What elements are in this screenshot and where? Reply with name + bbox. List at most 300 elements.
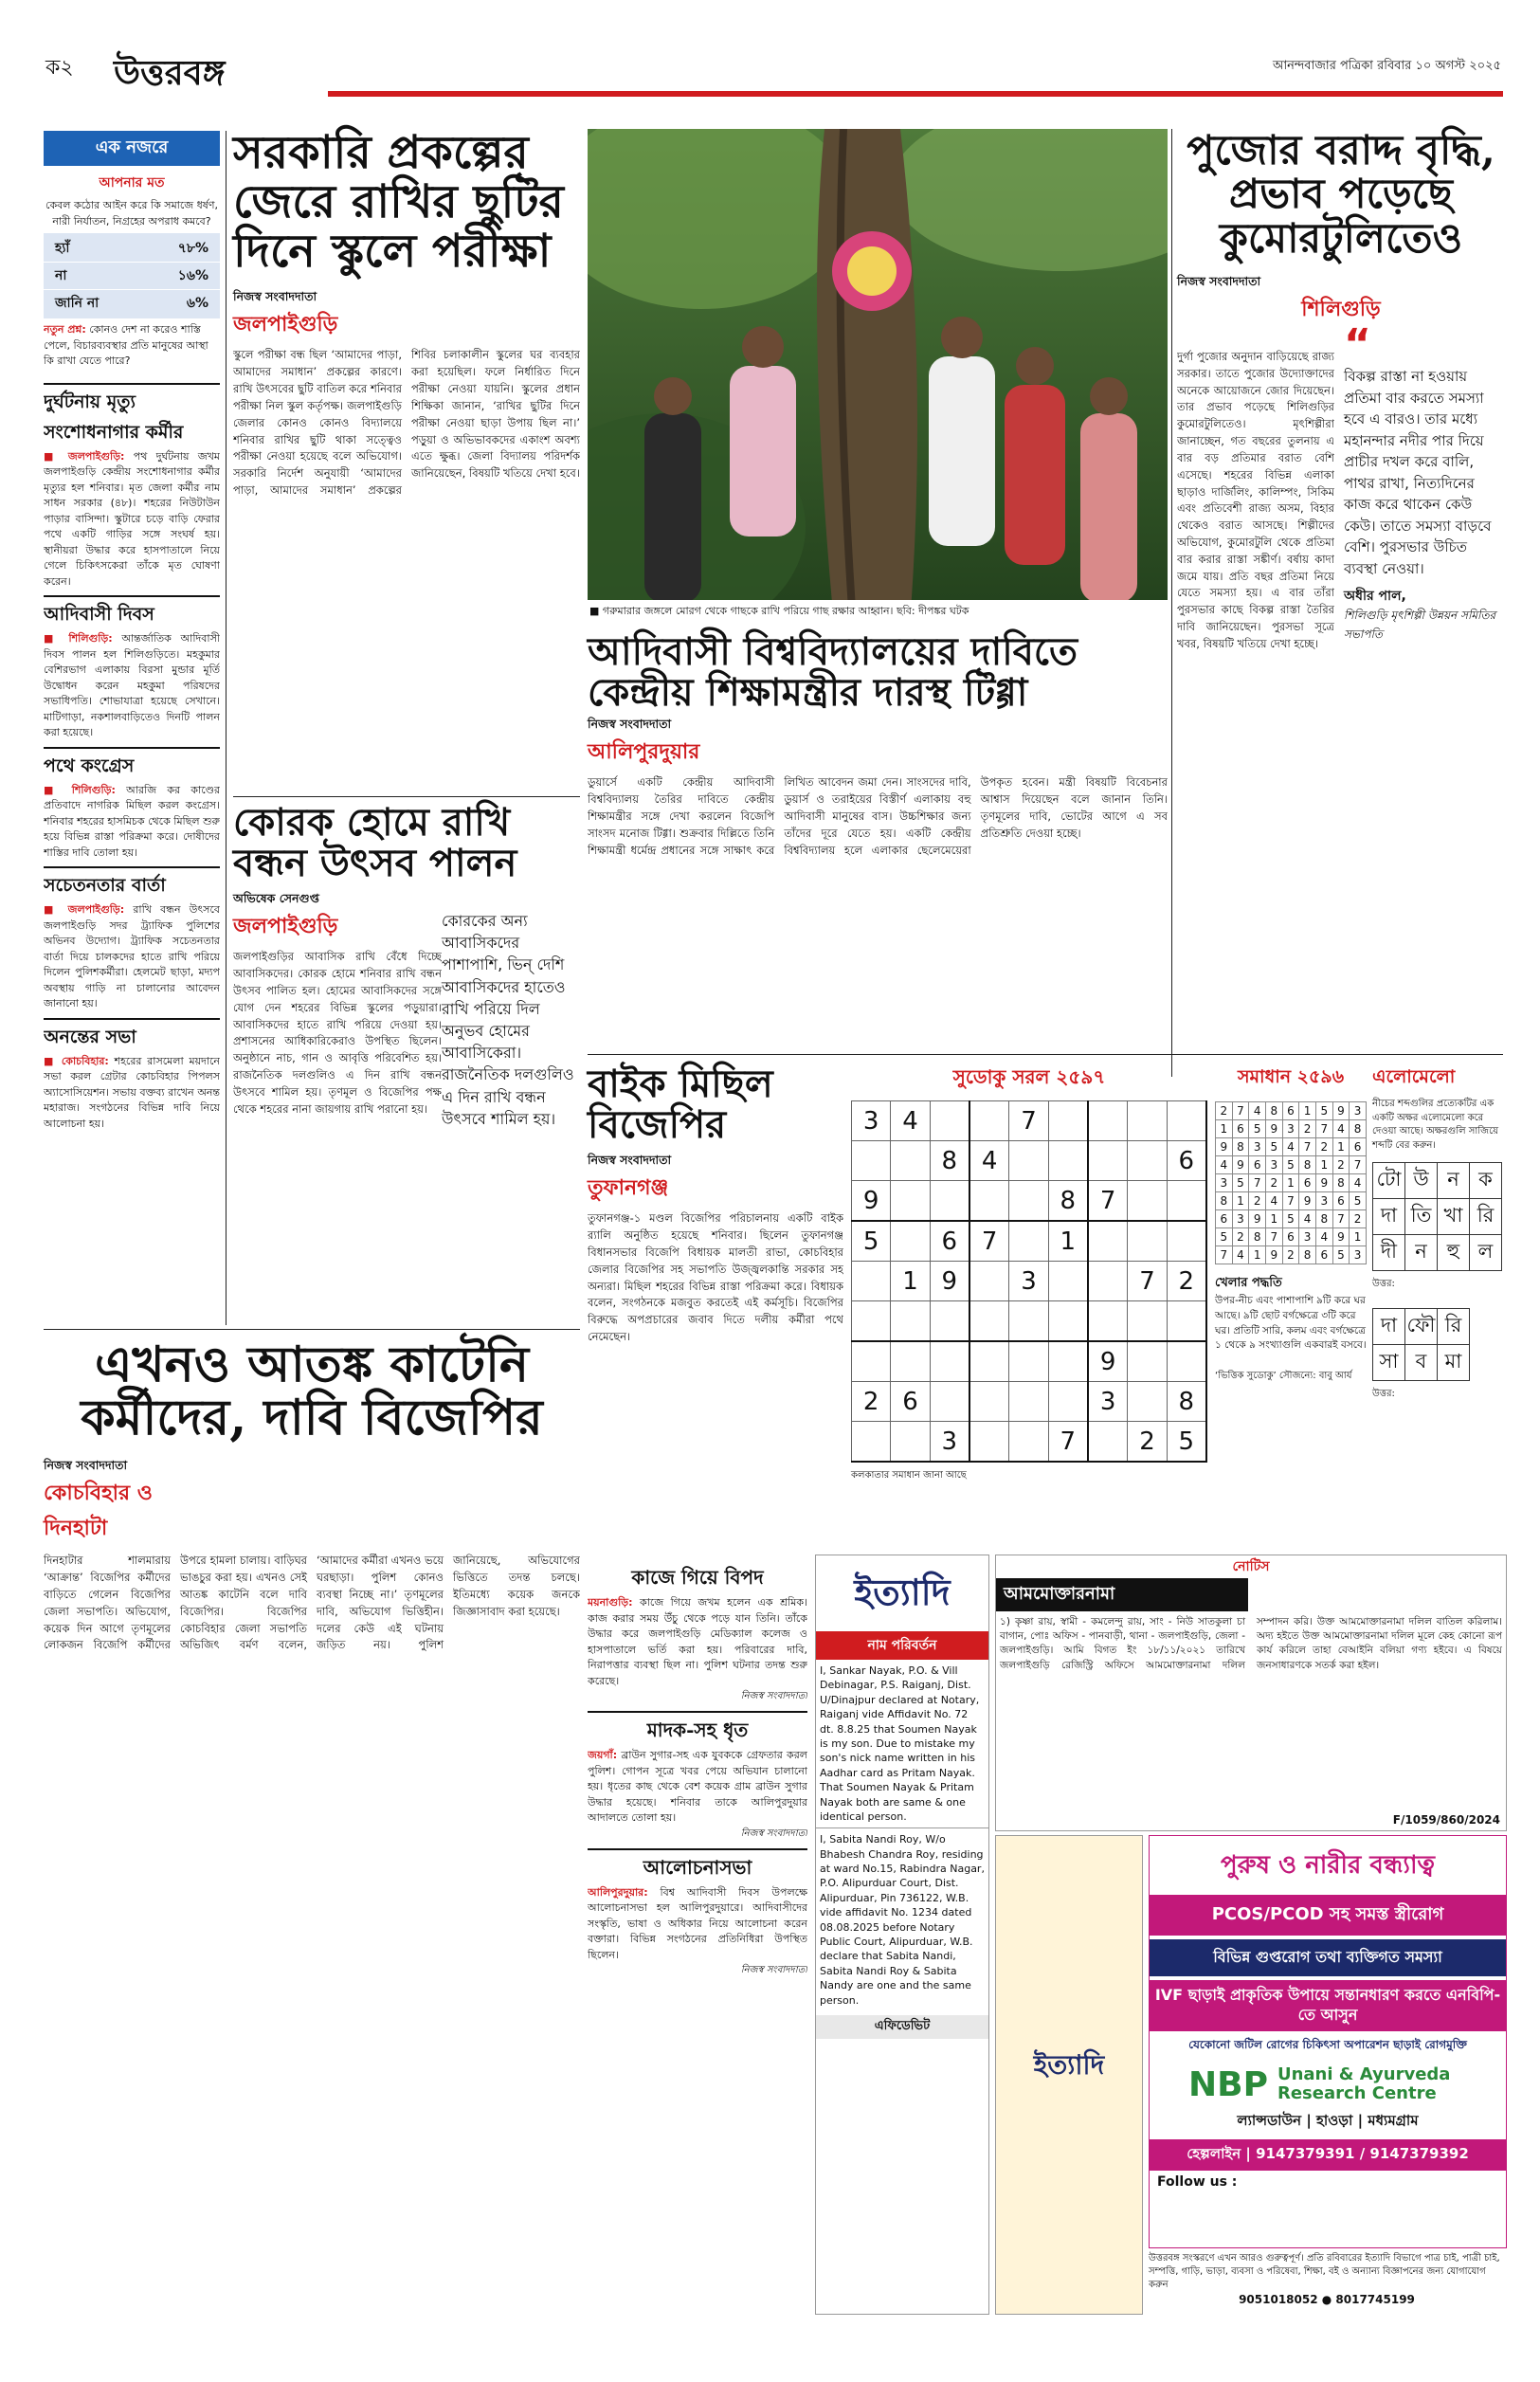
poll-title: আপনার মত <box>99 175 165 191</box>
sudoku-cell <box>1128 1301 1167 1342</box>
brief-heading: মাদক-সহ ধৃত <box>588 1711 807 1748</box>
answer-line: উত্তর: <box>1372 1389 1395 1399</box>
section-rule <box>44 1329 580 1330</box>
forest-photo-illustration <box>588 129 1168 624</box>
brief-credit: নিজস্ব সংবাদদাতা <box>740 1691 807 1701</box>
sudoku-cell: 4 <box>891 1101 930 1141</box>
solution-cell: 4 <box>1265 1192 1282 1210</box>
new-question: নতুন প্রশ্ন: কোনও দেশ না করেও শাস্তি পেলে, বিচারব্যবস্থার প্রতি মানুষের আস্থা কি রাখা যেতে পারে? <box>44 323 208 367</box>
dateline: আলিপুরদুয়ার <box>588 739 700 765</box>
column-rule <box>1171 129 1172 1077</box>
brief-text: ■ কোচবিহার: শহরের রাসমেলা ময়দানে সভা করল গ্রেটার কোচবিহার পিপলস অ্যাসোসিয়েশন। সভায় বক্তব্য রাখেন অনন্ত মহারাজ। সংগঠনের বিভিন্ন দাবি নিয়ে আলোচনা হয়। <box>44 1054 220 1130</box>
solution-cell: 2 <box>1282 1246 1299 1264</box>
solution-cell: 7 <box>1299 1138 1316 1156</box>
solution-cell: 2 <box>1299 1120 1316 1138</box>
brief-text: ■ জলপাইগুড়ি: রাখি বন্ধন উৎসবে জলপাইগুড়ি সদর ট্র্যাফিক পুলিশের অভিনব উদ্যোগ। ট্র্যাফিক সচেতনতার বার্তা দিয়ে চালকদের হাতে রাখি পরিয়ে দিলেন পুলিশকর্মীরা। হেলমেট ছাড়া, মদ্যপ অবস্থায় গাড়ি না চালানোর আবেদন জানানো হয়। <box>44 903 220 1009</box>
letter-cell: ন <box>1405 1235 1438 1271</box>
solution-cell: 9 <box>1332 1102 1350 1120</box>
paper-date: আনন্দবাজার পত্রিকা রবিবার ১০ অগস্ট ২০২৫ <box>1272 59 1501 73</box>
poll-question: কেবল কঠোর আইন করে কি সমাজে ধর্ষণ, নারী নির্যাতন, নিগ্রহের অপরাধ কমবে? <box>45 199 219 227</box>
sudoku-cell: 2 <box>1167 1262 1206 1301</box>
solution-cell: 1 <box>1216 1120 1233 1138</box>
sudoku-cell <box>852 1341 891 1382</box>
solution-cell: 8 <box>1299 1246 1316 1264</box>
sudoku-cell <box>930 1301 969 1342</box>
sudoku-cell <box>1167 1221 1206 1262</box>
sudoku-cell: 3 <box>1088 1382 1128 1422</box>
affidavit-heading: এফিডেভিট <box>816 2015 988 2039</box>
sudoku-cell <box>969 1341 1009 1382</box>
solution-cell: 2 <box>1216 1102 1233 1120</box>
solution-cell: 9 <box>1332 1228 1350 1246</box>
letter-cell: সা <box>1373 1345 1405 1381</box>
sudoku-grid <box>851 1100 1207 1463</box>
solution-cell: 7 <box>1350 1156 1367 1174</box>
sudoku-cell <box>1009 1181 1048 1222</box>
story-school-exam <box>233 126 580 792</box>
solution-cell: 4 <box>1315 1228 1332 1246</box>
headline: আদিবাসী বিশ্ববিদ্যালয়ের দাবিতে কেন্দ্রীয় শিক্ষামন্ত্রীর দারস্থ টিগ্গা <box>588 629 1078 716</box>
letter-cell: দা <box>1373 1309 1405 1345</box>
solution-cell: 6 <box>1350 1138 1367 1156</box>
answer-line: উত্তর: <box>1372 1279 1395 1289</box>
letter-cell: রি <box>1438 1309 1470 1345</box>
headline: বাইক মিছিল বিজেপির <box>588 1062 773 1148</box>
classified-phone: 9051018052 ● 8017745199 <box>1239 2293 1415 2306</box>
story-body: তুফানগঞ্জ-১ মণ্ডল বিজেপির পরিচালনায় একটি বাইক র‍্যালি অনুষ্ঠিত হয়েছে শনিবার। ছিলেন তুফানগঞ্জ বিধানসভার বিজেপি বিধায়ক মালতী রাভা, কোচবিহার জেলার বিজেপির সহ সভাপতি উজ্জ্বলকান্তি সরকার সহ অন্যরা। মিছিল শহরের বিভিন্ন রাস্তা পরিক্রমা করে। বিধায়ক বলেন, সংগঠনকে মজবুত করতেই এই কর্মসূচি। বিজেপির বিরুদ্ধে অপপ্রচারের জবাব দিতে দলীয় কর্মীরা পথে নেমেছেন। <box>588 1211 843 1344</box>
sudoku-cell <box>891 1341 930 1382</box>
clinic-brand-row <box>1150 2065 1506 2104</box>
solution-cell: 4 <box>1332 1120 1350 1138</box>
rakhi-photo <box>588 129 1168 624</box>
brief-text: আলিপুরদুয়ার: বিশ্ব আদিবাসী দিবস উপলক্ষে আলোচনাসভা হল আলিপুরদুয়ারে। আদিবাসীদের সংস্কৃতি, ভাষা ও অধিকার নিয়ে আলোচনা করেন বক্তারা। বিভিন্ন সংগঠনের প্রতিনিধিরা উপস্থিত ছিলেন। <box>588 1885 807 1961</box>
sudoku-title: সুডোকু সরল ২৫৯৭ <box>952 1065 1106 1088</box>
sudoku-cell: 6 <box>930 1221 969 1262</box>
sudoku-cell: 3 <box>1009 1262 1048 1301</box>
solution-cell: 7 <box>1315 1120 1332 1138</box>
sudoku-cell: 7 <box>1048 1422 1088 1463</box>
classified-info-text: উত্তরবঙ্গ সংস্করণে এখন আরও গুরুত্বপূর্ণ। প্রতি রবিবারের ইত্যাদি বিভাগে পাত্র চাই, পাত্রী চাই, সম্পত্তি, গাড়ি, ভাড়া, ব্যবসা ও পরিষেবা, শিক্ষা, বই ও অন্যান্য বিজ্ঞাপনের জন্য যোগাযোগ করুন <box>1149 2253 1500 2290</box>
headline: পুজোর বরাদ্দ বৃদ্ধি, প্রভাব পড়েছে কুমোরটুলিতেও <box>1187 127 1495 263</box>
ittadi-logo: ইত্যাদি <box>1033 2049 1105 2081</box>
solution-cell: 5 <box>1249 1120 1266 1138</box>
solution-cell: 9 <box>1299 1192 1316 1210</box>
ek-nojore-title: এক নজরে <box>44 131 220 166</box>
byline: নিজস্ব সংবাদদাতা <box>588 1153 672 1168</box>
solution-cell: 8 <box>1216 1192 1233 1210</box>
clinic-ad <box>1149 1835 1507 2248</box>
sudoku-cell <box>969 1262 1009 1301</box>
clinic-places: ল্যান্সডাউন | হাওড়া | মধ্যমগ্রাম <box>1237 2111 1419 2129</box>
pull-quote: কোরকের অন্য আবাসিকদের পাশাপাশি, ভিন্ দেশি আবাসিকদের হাতেও রাখি পরিয়ে দিল অনুভব হোমের আবাসিকেরা। রাজনৈতিক দলগুলিও এ দিন রাখি বন্ধন উৎসবে শামিল হয়। <box>442 912 574 1128</box>
solution-cell: 9 <box>1232 1156 1249 1174</box>
solution-cell: 3 <box>1232 1210 1249 1228</box>
sudoku-cell <box>1128 1341 1167 1382</box>
sudoku-cell <box>1048 1101 1088 1141</box>
story-bjp-workers <box>44 1338 580 2334</box>
solution-cell: 3 <box>1350 1102 1367 1120</box>
sudoku-cell <box>891 1221 930 1262</box>
poll-options <box>44 233 220 318</box>
clinic-phone: হেল্পলাইন | 9147379391 / 9147379392 <box>1150 2139 1506 2171</box>
dateline: জলপাইগুড়ি <box>233 914 338 939</box>
sudoku-cell <box>1167 1341 1206 1382</box>
solution-cell: 8 <box>1350 1120 1367 1138</box>
sudoku-cell <box>1167 1101 1206 1141</box>
solution-cell: 9 <box>1265 1246 1282 1264</box>
name-change-ad: I, Sabita Nandi Roy, W/o Bhabesh Chandra Roy, residing at ward No.15, Rabindra Nagar, P.O. Alipurduar Court, Dist. Alipurduar, Pin 736122, W.B. vide affidavit No. 1234 dated 08.08.2025 before Notary Public Court, Alipurduar, W.B. declare that Sabita Nandi, Sabita Nandi Roy & Sabita Nandy are one and the same person. <box>816 1827 988 2011</box>
section-rule <box>588 1054 1503 1055</box>
solution-cell: 5 <box>1315 1102 1332 1120</box>
solution-cell: 2 <box>1265 1174 1282 1192</box>
sudoku-cell <box>852 1301 891 1342</box>
sudoku-cell <box>1009 1141 1048 1181</box>
story-body: স্কুলে পরীক্ষা বন্ধ ছিল ‘আমাদের পাড়া, আমাদের সমাধান’ প্রকল্পের কারণে। রাখি উৎসবের ছুটি বাতিল করে শনিবার পরীক্ষা নিল স্কুল কর্তৃপক্ষ। জলপাইগুড়ি জেলার কোনও কোনও বিদ্যালয়ে শনিবার রাখির ছুটি থাকা সত্ত্বেও পরীক্ষা নেওয়া হয়েছে বলে অভিযোগ। সরকারি নির্দেশ অনুযায়ী ‘আমাদের পাড়া, আমাদের সমাধান’ প্রকল্পের শিবির চলাকালীন স্কুলের ঘর ব্যবহার করা হয়েছিল। ফলে নির্ধারিত দিনে পরীক্ষা নেওয়া যায়নি। স্কুলের প্রধান শিক্ষিকা জানান, ‘রাখির ছুটির দিনে পরীক্ষা নেওয়া ছাড়া উপায় ছিল না।’ পড়ুয়া ও অভিভাবকদের একাংশ অবশ্য এতে ক্ষুব্ধ। জেলা বিদ্যালয় পরিদর্শক জানিয়েছেন, বিষয়টি খতিয়ে দেখা হবে। <box>233 348 580 497</box>
sudoku-cell <box>1167 1181 1206 1222</box>
letter-cell: রি <box>1470 1199 1502 1235</box>
brief-text: জয়গাঁ: ব্রাউন সুগার-সহ এক যুবককে গ্রেফতার করল পুলিশ। গোপন সূত্রে খবর পেয়ে অভিযান চালানো হয়। ধৃতের কাছ থেকে বেশ কয়েক গ্রাম ব্রাউন সুগার উদ্ধার হয়েছে। শনিবার তাকে আলিপুরদুয়ার আদালতে তোলা হয়। <box>588 1749 807 1824</box>
brief-heading: কাজে গিয়ে বিপদ <box>631 1566 764 1589</box>
poll-row: না ১৬% <box>44 262 220 289</box>
sudoku-cell: 9 <box>1088 1341 1128 1382</box>
solution-cell: 9 <box>1249 1210 1266 1228</box>
quote-name: অধীর পাল, <box>1344 589 1406 604</box>
solution-cell: 6 <box>1299 1174 1316 1192</box>
brief-credit: নিজস্ব সংবাদদাতা <box>740 1965 807 1975</box>
sudoku-cell <box>969 1422 1009 1463</box>
clinic-headline: পুরুষ ও নারীর বন্ধ্যাত্ব <box>1221 1851 1435 1880</box>
headline: কোরক হোমে রাখি বন্ধন উৎসব পালন <box>233 800 517 886</box>
classifieds-block <box>815 1555 989 2315</box>
solution-cell: 5 <box>1216 1228 1233 1246</box>
sudoku-cell <box>1128 1221 1167 1262</box>
word-grid-2 <box>1372 1308 1470 1381</box>
solution-cell: 2 <box>1249 1192 1266 1210</box>
pull-quote <box>1344 320 1505 646</box>
sudoku-block <box>851 1064 1207 1547</box>
notice-heading: আমমোক্তারনামা <box>996 1578 1248 1611</box>
letter-cell: ফৌ <box>1405 1309 1438 1345</box>
solution-cell: 7 <box>1282 1192 1299 1210</box>
solution-cell: 7 <box>1265 1228 1282 1246</box>
solution-cell: 4 <box>1232 1246 1249 1264</box>
sudoku-cell <box>852 1141 891 1181</box>
elomelo-intro: নীচের শব্দগুলির প্রত্যেকটির এক একটি অক্ষর এলোমেলো করে দেওয়া আছে। অক্ষরগুলি সাজিয়ে শব্দটি বের করুন। <box>1372 1099 1498 1151</box>
solution-credit: ‘ভিত্তিক সুডোকু’ সৌজন্যে: বাবু আর্য <box>1215 1371 1352 1381</box>
clinic-line: PCOS/PCOD সহ সমস্ত স্ত্রীরোগ <box>1150 1895 1506 1936</box>
notice-text: ১) কৃষ্ণা রায়, স্বামী - কমলেন্দু রায়, সাং - নিউ সাতকুলা চা বাগান, পোঃ অফিস - পানবাড়ী, থানা - জলপাইগুড়ি, জেলা - জলপাইগুড়ি। আমি বিগত ইং ১৮/১১/২০২১ তারিখে জলপাইগুড়ি রেজিস্ট্রি অফিসে আমমোক্তারনামা দলিল সম্পাদন করি। উক্ত আমমোক্তারনামা দলিল বাতিল করিলাম। অদ্য হইতে উক্ত আমমোক্তারনামা দলিল মূলে কেহ কোনো রূপ কার্য করিলে তাহা বেআইনি বলিয়া গণ্য হইবে। এ বিষয়ে জনসাধারণকে সতর্ক করা হইল। <box>1000 1616 1502 1671</box>
solution-cell: 1 <box>1282 1174 1299 1192</box>
letter-cell: ক <box>1470 1163 1502 1199</box>
solution-cell: 8 <box>1315 1210 1332 1228</box>
sudoku-cell <box>969 1301 1009 1342</box>
solution-cell: 7 <box>1232 1102 1249 1120</box>
story-body: দিনহাটার শালমারায় ‘আক্রান্ত’ বিজেপির কর্মীদের বাড়িতে গেলেন বিজেপির জেলা সভাপতি। অভিযোগ, কয়েক দিন আগে তৃণমূলের লোকজন বিজেপি কর্মীদের উপরে হামলা চালায়। বাড়িঘর ভাঙচুর করা হয়। এখনও সেই আতঙ্ক কাটেনি বলে দাবি বিজেপির। বিজেপির কোচবিহার জেলা সভাপতি অভিজিৎ বর্মণ বলেন, ‘আমাদের কর্মীরা এখনও ভয়ে ঘরছাড়া। পুলিশ কোনও ব্যবস্থা নিচ্ছে না।’ তৃণমূলের দাবি, অভিযোগ ভিত্তিহীন। দলের কেউ এই ঘটনায় জড়িত নয়। পুলিশ জানিয়েছে, অভিযোগের ভিত্তিতে তদন্ত চলছে। ইতিমধ্যে কয়েক জনকে জিজ্ঞাসাবাদ করা হয়েছে। <box>44 1554 580 1652</box>
sudoku-cell <box>1048 1262 1088 1301</box>
story-body: দুর্গা পুজোর অনুদান বাড়িয়েছে রাজ্য সরকার। তাতে পুজোর উদ্যোক্তাদের অনেকে আয়োজনে জোর দিয়েছেন। তার প্রভাব পড়েছে শিলিগুড়ির কুমোরটুলিতেও। মৃৎশিল্পীরা জানাচ্ছেন, গত বছরের তুলনায় এ বার বড় প্রতিমার বরাত বেশি এসেছে। শহরের বিভিন্ন এলাকা ছাড়াও দার্জিলিং, কালিম্পং, সিকিম এবং প্রতিবেশী রাজ্য অসম, বিহার থেকেও বরাত আসছে। শিল্পীদের অভিযোগ, কুমোরটুলি থেকে প্রতিমা বার করার রাস্তা সঙ্কীর্ণ। বর্ষায় কাদা জমে যায়। প্রতি বছর প্রতিমা নিয়ে যেতে সমস্যা হয়। এ বার তাঁরা পুরসভার কাছে বিকল্প রাস্তা তৈরির দাবি জানিয়েছেন। পুরসভা সূত্রে খবর, বিষয়টি খতিয়ে দেখা হচ্ছে। <box>1177 350 1334 650</box>
sudoku-cell <box>969 1382 1009 1422</box>
letter-cell: উ <box>1405 1163 1438 1199</box>
sudoku-cell <box>891 1301 930 1342</box>
sudoku-cell: 3 <box>852 1101 891 1141</box>
byline: নিজস্ব সংবাদদাতা <box>1177 274 1261 289</box>
sudoku-cell <box>891 1422 930 1463</box>
solution-cell: 3 <box>1350 1246 1367 1264</box>
sudoku-cell <box>930 1101 969 1141</box>
story-tribal-university <box>588 631 1168 1048</box>
brief-heading: দুর্ঘটনায় মৃত্যু সংশোধনাগার কর্মীর <box>44 383 220 449</box>
sudoku-cell <box>1088 1301 1128 1342</box>
solution-cell: 3 <box>1315 1192 1332 1210</box>
clinic-line: বিভিন্ন গুপ্তরোগ তথা ব্যক্তিগত সমস্যা <box>1150 1939 1506 1976</box>
solution-cell: 1 <box>1315 1156 1332 1174</box>
sudoku-cell: 5 <box>1167 1422 1206 1463</box>
solution-cell: 2 <box>1315 1138 1332 1156</box>
sudoku-cell: 6 <box>1167 1141 1206 1181</box>
sudoku-cell <box>1048 1141 1088 1181</box>
notice-ref: F/1059/860/2024 <box>1392 1813 1500 1827</box>
byline: নিজস্ব সংবাদদাতা <box>233 289 317 304</box>
clinic-line: IVF ছাড়াই প্রাকৃতিক উপায়ে সন্তানধারণ করতে এনবিপি-তে আসুন <box>1150 1980 1506 2031</box>
sudoku-cell <box>1048 1382 1088 1422</box>
sudoku-cell: 8 <box>1048 1181 1088 1222</box>
brief-text: ■ শিলিগুড়ি: আরজি কর কাণ্ডের প্রতিবাদে নাগরিক মিছিল করল কংগ্রেস। শনিবার শহরের হাসমিচক থেকে মিছিল শুরু হয়ে বিভিন্ন রাস্তা পরিক্রমা করে। দোষীদের শাস্তির দাবি তোলা হয়। <box>44 783 220 859</box>
solution-cell: 3 <box>1249 1138 1266 1156</box>
solution-cell: 8 <box>1232 1138 1249 1156</box>
sudoku-cell: 6 <box>891 1382 930 1422</box>
solution-cell: 2 <box>1332 1156 1350 1174</box>
sudoku-cell <box>930 1341 969 1382</box>
solution-cell: 7 <box>1249 1174 1266 1192</box>
letter-cell: ল <box>1470 1235 1502 1271</box>
letter-cell: ন <box>1438 1163 1470 1199</box>
sudoku-cell <box>930 1181 969 1222</box>
clinic-name: Unani & Ayurveda Research Centre <box>1277 2064 1451 2104</box>
sudoku-cell: 7 <box>1009 1101 1048 1141</box>
solution-cell: 5 <box>1232 1174 1249 1192</box>
story-body: জলপাইগুড়ির আবাসিক রাখি বেঁধে দিচ্ছে আবাসিকদের। কোরক হোমে শনিবার রাখি বন্ধন উৎসব পালিত হল। হোমের আবাসিকদের সঙ্গে যোগ দেন শহরের বিভিন্ন স্কুলের পড়ুয়ারা। আবাসিকদের হাতে রাখি পরিয়ে দেওয়া হয়। প্রশাসনের আধিকারিকেরাও উপস্থিত ছিলেন। অনুষ্ঠানে নাচ, গান ও আবৃত্তি পরিবেশিত হয়। রাজনৈতিক দলগুলিও এ দিন রাখি বন্ধন উৎসবে শামিল হয়। তৃণমূল ও বিজেপির পক্ষ থেকে শহরের নানা জায়গায় রাখি পরানো হয়। <box>233 950 442 1116</box>
letter-cell: তি <box>1405 1199 1438 1235</box>
clinic-logo: NBP <box>1188 2064 1268 2104</box>
quote-text: বিকল্প রাস্তা না হওয়ায় প্রতিমা বার করতে সমস্যা হবে এ বারও। তার মধ্যে মহানন্দার নদীর পার দিয়ে প্রাচীর দখল করে বালি, পাথর রাখা, নিত্যদিনের কাজ করে থাকেন কেউ কেউ। তাতে সমস্যা বাড়বে বেশি। পুরসভার উচিত ব্যবস্থা নেওয়া। <box>1344 368 1492 577</box>
solution-cell: 6 <box>1282 1228 1299 1246</box>
sudoku-cell: 2 <box>852 1382 891 1422</box>
solution-cell: 4 <box>1282 1138 1299 1156</box>
dateline: শিলিগুড়ি <box>1301 297 1381 322</box>
brief-text: ■ শিলিগুড়ি: আন্তর্জাতিক আদিবাসী দিবস পালন হল শিলিগুড়িতে। মহকুমার বেশিরভাগ এলাকায় বিরসা মুন্ডার মূর্তি উদ্বোধন করেন মহকুমা পরিষদের সভাধিপতি। শোভাযাত্রা হয়েছে সেখানে। মাটিগাড়া, নকশালবাড়িতেও দিনটি পালন করা হয়েছে। <box>44 632 220 738</box>
letter-cell: দা <box>1373 1199 1405 1235</box>
name-change-ad: I, Sankar Nayak, P.O. & Vill Debinagar, P.S. Raiganj, Dist. U/Dinajpur declared at Notary, Raiganj vide Affidavit No. 72 dt. 8.8.25 that Soumen Nayak is my son. Due to mistake my son's nick name written in his Aadhar card as Pritam Nayak. That Soumen Nayak & Pritam Nayak both are same & one identical person. <box>820 1664 980 1823</box>
solution-cell: 8 <box>1332 1174 1350 1192</box>
solution-cell: 6 <box>1216 1210 1233 1228</box>
left-sidebar <box>44 131 220 1325</box>
sudoku-cell <box>1088 1101 1128 1141</box>
solution-cell: 3 <box>1216 1174 1233 1192</box>
solution-cell: 6 <box>1315 1246 1332 1264</box>
notice-block <box>995 1555 1507 1831</box>
solution-block <box>1215 1064 1367 1547</box>
sudoku-cell <box>891 1181 930 1222</box>
sudoku-cell: 5 <box>852 1221 891 1262</box>
dateline: কোচবিহার ও দিনহাটা <box>44 1481 153 1541</box>
solution-cell: 4 <box>1350 1174 1367 1192</box>
sudoku-cell <box>852 1422 891 1463</box>
solution-cell: 8 <box>1265 1102 1282 1120</box>
sudoku-cell: 8 <box>930 1141 969 1181</box>
brief-heading: আদিবাসী দিবস <box>44 595 220 631</box>
solution-cell: 1 <box>1350 1228 1367 1246</box>
solution-cell: 4 <box>1249 1102 1266 1120</box>
quote-mark-icon: “ <box>1344 320 1371 369</box>
solution-cell: 1 <box>1249 1246 1266 1264</box>
sudoku-cell: 9 <box>852 1181 891 1222</box>
sudoku-cell <box>1009 1382 1048 1422</box>
elomelo-block <box>1372 1064 1505 1547</box>
sudoku-cell <box>1009 1301 1048 1342</box>
clinic-follow: Follow us : <box>1157 2173 1238 2190</box>
letter-cell: মা <box>1438 1345 1470 1381</box>
solution-cell: 9 <box>1315 1174 1332 1192</box>
sudoku-cell <box>1048 1301 1088 1342</box>
brief-heading: পথে কংগ্রেস <box>44 747 220 783</box>
elomelo-title: এলোমেলো <box>1372 1066 1456 1087</box>
solution-cell: 7 <box>1332 1210 1350 1228</box>
solution-cell: 8 <box>1299 1156 1316 1174</box>
byline: অভিষেক সেনগুপ্ত <box>233 891 319 906</box>
solution-cell: 3 <box>1265 1156 1282 1174</box>
sudoku-cell: 7 <box>969 1221 1009 1262</box>
solution-cell: 1 <box>1265 1210 1282 1228</box>
brief-text: ■ জলপাইগুড়ি: পথ দুর্ঘটনায় জখম জলপাইগুড়ি কেন্দ্রীয় সংশোধনাগার কর্মীর মৃত্যুর হল শনিবার। মৃত জেলা কর্মীর নাম সাধন সরকার (৪৮)। শহরের নিউটাউন পাড়ার বাসিন্দা। স্কুটারে চড়ে বাড়ি ফেরার পথে একটি গাড়ির সঙ্গে সংঘর্ষ হয়। স্থানীয়রা উদ্ধার করে হাসপাতালে নিয়ে গেলে চিকিৎসকেরা তাঁকে মৃত ঘোষণা করেন। <box>44 449 220 588</box>
poll-row: হ্যাঁ ৭৮% <box>55 241 208 256</box>
sudoku-cell <box>1088 1422 1128 1463</box>
solution-cell: 6 <box>1232 1120 1249 1138</box>
headline: এখনও আতঙ্ক কাটেনি কর্মীদের, দাবি বিজেপির <box>81 1336 543 1447</box>
sudoku-cell: 7 <box>1088 1181 1128 1222</box>
page-number: ক২ <box>45 56 74 80</box>
headline: সরকারি প্রকল্পের জেরে রাখির ছুটির দিনে স্কুলে পরীক্ষা <box>233 126 564 278</box>
sudoku-cell <box>1009 1221 1048 1262</box>
sudoku-cell: 9 <box>930 1262 969 1301</box>
solution-cell: 1 <box>1332 1138 1350 1156</box>
brief-text: ময়নাগুড়ি: কাজে গিয়ে জখম হলেন এক শ্রমিক। কাজ করার সময় উঁচু থেকে পড়ে যান তিনি। তাঁকে উদ্ধার করে জলপাইগুড়ি মেডিক্যাল কলেজ ও হাসপাতালে ভর্তি করা হয়। পরিবারের দাবি, নিরাপত্তার ব্যবস্থা ছিল না। পুলিশ ঘটনার তদন্ত শুরু করেছে। <box>588 1596 807 1687</box>
classified-info-strip <box>1149 2252 1505 2313</box>
dateline: জলপাইগুড়ি <box>233 312 338 337</box>
brief-credit: নিজস্ব সংবাদদাতা <box>740 1827 807 1839</box>
word-grid-1 <box>1372 1162 1502 1271</box>
solution-cell: 6 <box>1282 1102 1299 1120</box>
letter-cell: হু <box>1438 1235 1470 1271</box>
sudoku-cell <box>1128 1382 1167 1422</box>
sudoku-cell <box>1128 1141 1167 1181</box>
solution-cell: 9 <box>1216 1138 1233 1156</box>
solution-cell: 7 <box>1216 1246 1233 1264</box>
sudoku-footer: কলকাতার সমাধান জানা আছে <box>851 1470 967 1481</box>
clinic-line: যেকোনো জটিল রোগের চিকিৎসা অপারেশন ছাড়াই রোগমুক্তি <box>1188 2037 1467 2051</box>
quote-role: শিলিগুড়ি মৃৎশিল্পী উন্নয়ন সমিতির সভাপতি <box>1344 609 1496 641</box>
solution-cell: 8 <box>1249 1228 1266 1246</box>
solution-grid <box>1215 1101 1367 1264</box>
ittadi-promo <box>995 1835 1143 2315</box>
sudoku-cell: 2 <box>1128 1422 1167 1463</box>
poll-row: জানি না ৬% <box>44 289 220 317</box>
sudoku-cell <box>969 1181 1009 1222</box>
dateline: তুফানগঞ্জ <box>588 1175 669 1201</box>
letter-cell: ব <box>1405 1345 1438 1381</box>
solution-cell: 4 <box>1216 1156 1233 1174</box>
sudoku-cell <box>1088 1141 1128 1181</box>
solution-cell: 4 <box>1299 1210 1316 1228</box>
solution-cell: 5 <box>1282 1156 1299 1174</box>
rules-title: খেলার পদ্ধতি <box>1215 1276 1282 1290</box>
solution-cell: 5 <box>1350 1192 1367 1210</box>
masthead <box>44 49 1503 99</box>
name-change-heading: নাম পরিবর্তন <box>816 1631 988 1660</box>
solution-title: সমাধান ২৫৯৬ <box>1237 1066 1345 1087</box>
letter-cell: খা <box>1438 1199 1470 1235</box>
masthead-rule <box>328 91 1503 97</box>
section-rule <box>233 796 580 797</box>
solution-cell: 6 <box>1249 1156 1266 1174</box>
section-title: উত্তরবঙ্গ <box>114 53 226 93</box>
ittadi-logo: ইত্যাদি <box>854 1571 951 1613</box>
sudoku-cell <box>969 1101 1009 1141</box>
sudoku-cell <box>930 1382 969 1422</box>
sudoku-cell <box>1009 1422 1048 1463</box>
solution-cell: 6 <box>1332 1192 1350 1210</box>
sudoku-cell <box>1167 1301 1206 1342</box>
sudoku-cell <box>1088 1262 1128 1301</box>
byline: নিজস্ব সংবাদদাতা <box>44 1458 128 1473</box>
sudoku-cell <box>1048 1341 1088 1382</box>
story-body: ডুয়ার্সে একটি কেন্দ্রীয় আদিবাসী বিশ্ববিদ্যালয় তৈরির দাবিতে কেন্দ্রীয় শিক্ষামন্ত্রীর সঙ্গে দেখা করলেন বিজেপি সাংসদ মনোজ টিগ্গা। শুক্রবার দিল্লিতে তিনি শিক্ষামন্ত্রী ধর্মেন্দ্র প্রধানের সঙ্গে সাক্ষাৎ করে লিখিত আবেদন জমা দেন। সাংসদের দাবি, ডুয়ার্স ও তরাইয়ের বিস্তীর্ণ এলাকায় বহু আদিবাসী মানুষের বাস। উচ্চশিক্ষার জন্য তাঁদের দূরে যেতে হয়। একটি কেন্দ্রীয় বিশ্ববিদ্যালয় হলে এলাকার ছেলেমেয়েরা উপকৃত হবেন। মন্ত্রী বিষয়টি বিবেচনার আশ্বাস দিয়েছেন বলে জানান তিনি। তৃণমূলের দাবি, ভোটের আগে এ সব প্রতিশ্রুতি দেওয়া হচ্ছে। <box>588 775 1168 857</box>
solution-cell: 1 <box>1299 1102 1316 1120</box>
notice-title: নোটিস <box>1232 1559 1270 1574</box>
sudoku-cell: 3 <box>930 1422 969 1463</box>
brief-heading: আলোচনাসভা <box>588 1848 807 1885</box>
sudoku-cell: 1 <box>891 1262 930 1301</box>
story-puja-grant <box>1177 129 1505 1077</box>
solution-cell: 1 <box>1232 1192 1249 1210</box>
rules-text: উপর-নীচ এবং পাশাপাশি ৯টি করে ঘর আছে। ৯টি ছোট বর্গক্ষেত্রে ৩টি করে ঘর। প্রতিটি সারি, কলম এবং বর্গক্ষেত্রে ১ থেকে ৯ সংখ্যাগুলি একবারই বসবে। <box>1215 1295 1367 1352</box>
solution-cell: 3 <box>1299 1228 1316 1246</box>
solution-cell: 5 <box>1332 1246 1350 1264</box>
letter-cell: দী <box>1373 1235 1405 1271</box>
story-bike-rally <box>588 1064 843 1604</box>
briefs-column <box>588 1555 807 2332</box>
sudoku-cell: 8 <box>1167 1382 1206 1422</box>
sudoku-cell <box>1128 1101 1167 1141</box>
solution-cell: 5 <box>1282 1210 1299 1228</box>
sudoku-cell: 4 <box>969 1141 1009 1181</box>
solution-cell: 2 <box>1350 1210 1367 1228</box>
brief-heading: অনন্তের সভা <box>44 1018 220 1054</box>
sudoku-cell <box>1088 1221 1128 1262</box>
sudoku-cell <box>1009 1341 1048 1382</box>
photo-caption: ■ গরুমারার জঙ্গলে মোরগ থেকে গাছকে রাখি পরিয়ে গাছ রক্ষার আহ্বান। ছবি: দীপঙ্কর ঘটক <box>588 600 1168 624</box>
solution-cell: 9 <box>1265 1120 1282 1138</box>
letter-cell: টো <box>1373 1163 1405 1199</box>
sudoku-cell <box>891 1141 930 1181</box>
sudoku-cell <box>852 1262 891 1301</box>
sudoku-cell <box>1128 1181 1167 1222</box>
sudoku-cell: 7 <box>1128 1262 1167 1301</box>
byline: নিজস্ব সংবাদদাতা <box>588 717 672 732</box>
brief-heading: সচেতনতার বার্তা <box>44 866 220 902</box>
solution-cell: 3 <box>1282 1120 1299 1138</box>
solution-cell: 2 <box>1232 1228 1249 1246</box>
sudoku-cell: 1 <box>1048 1221 1088 1262</box>
